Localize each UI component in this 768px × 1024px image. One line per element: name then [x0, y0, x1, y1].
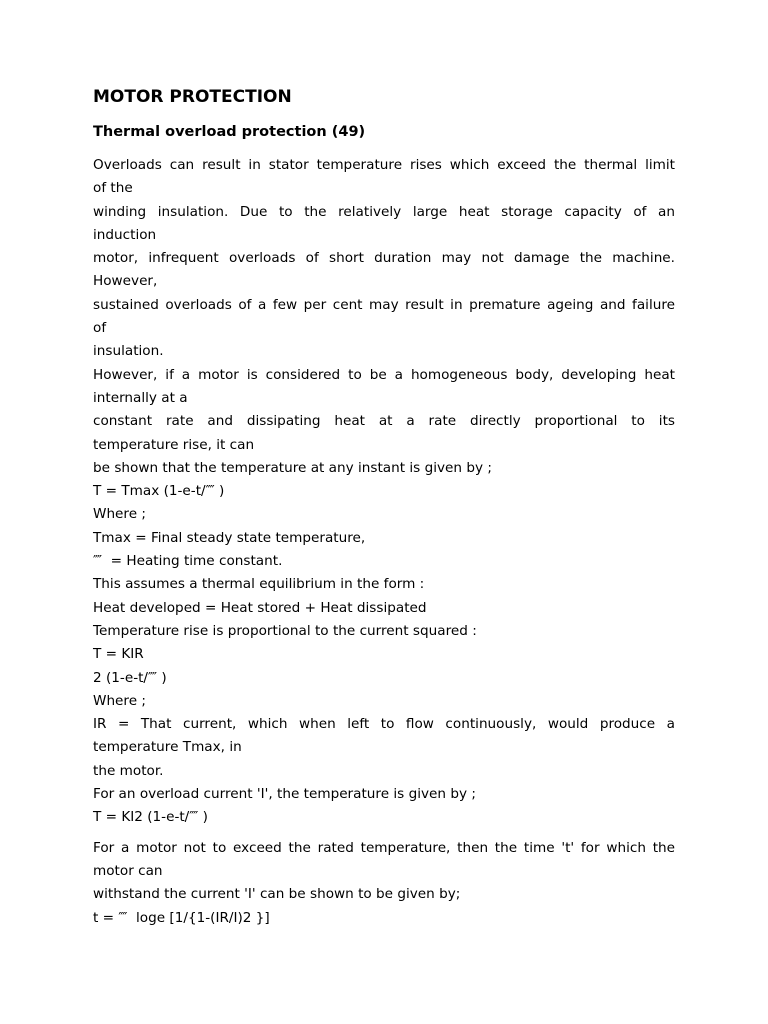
- body-line: Where ;: [93, 506, 146, 523]
- body-line: T = KI2 (1-e-t/⁗ ): [93, 809, 208, 826]
- body-line: be shown that the temperature at any instant is given by ;: [93, 459, 492, 476]
- body-line: However,: [93, 273, 158, 290]
- body-line: internally at a: [93, 389, 188, 406]
- body-line: This assumes a thermal equilibrium in the form :: [93, 576, 425, 593]
- section-heading: Thermal overload protection (49): [93, 124, 366, 140]
- body-line: induction: [93, 226, 157, 243]
- body-line: winding insulation. Due to the relatively large heat storage capacity of an: [93, 203, 675, 220]
- body-line: T = KIR: [93, 646, 144, 663]
- body-line: motor can: [93, 862, 163, 879]
- document-title: MOTOR PROTECTION: [93, 87, 292, 107]
- body-line: insulation.: [93, 343, 164, 360]
- body-line: withstand the current 'I' can be shown to be given by;: [93, 886, 461, 903]
- document-page: [93, 86, 675, 930]
- body-line: For a motor not to exceed the rated temperature, then the time 't' for which the: [93, 839, 675, 856]
- body-line: of the: [93, 180, 133, 197]
- body-line: temperature Tmax, in: [93, 739, 242, 756]
- body-line: T = Tmax (1-e-t/⁗ ): [93, 483, 225, 500]
- body-line: Where ;: [93, 692, 146, 709]
- body-line: constant rate and dissipating heat at a rate directly proportional to its: [93, 413, 675, 430]
- body-line: IR = That current, which when left to flow continuously, would produce a: [93, 716, 675, 733]
- body-line: 2 (1-e-t/⁗ ): [93, 669, 167, 686]
- body-line: the motor.: [93, 762, 164, 779]
- body-line: of: [93, 320, 107, 337]
- body-line: sustained overloads of a few per cent may result in premature ageing and failure: [93, 296, 675, 313]
- body-line: motor, infrequent overloads of short duration may not damage the machine.: [93, 250, 675, 267]
- body-line: temperature rise, it can: [93, 436, 255, 453]
- body-line: ⁗ = Heating time constant.: [93, 553, 283, 570]
- body-line: Temperature rise is proportional to the current squared :: [93, 622, 477, 639]
- body-line: Tmax = Final steady state temperature,: [93, 529, 366, 546]
- body-text: [93, 154, 675, 930]
- body-line: However, if a motor is considered to be a homogeneous body, developing heat: [93, 366, 675, 383]
- body-line: Heat developed = Heat stored + Heat dissipated: [93, 599, 427, 616]
- body-line: t = ⁗ loge [1/{1-(IR/I)2 }]: [93, 909, 270, 926]
- body-line: Overloads can result in stator temperature rises which exceed the thermal limit: [93, 157, 675, 173]
- body-line: For an overload current 'I', the temperature is given by ;: [93, 786, 476, 803]
